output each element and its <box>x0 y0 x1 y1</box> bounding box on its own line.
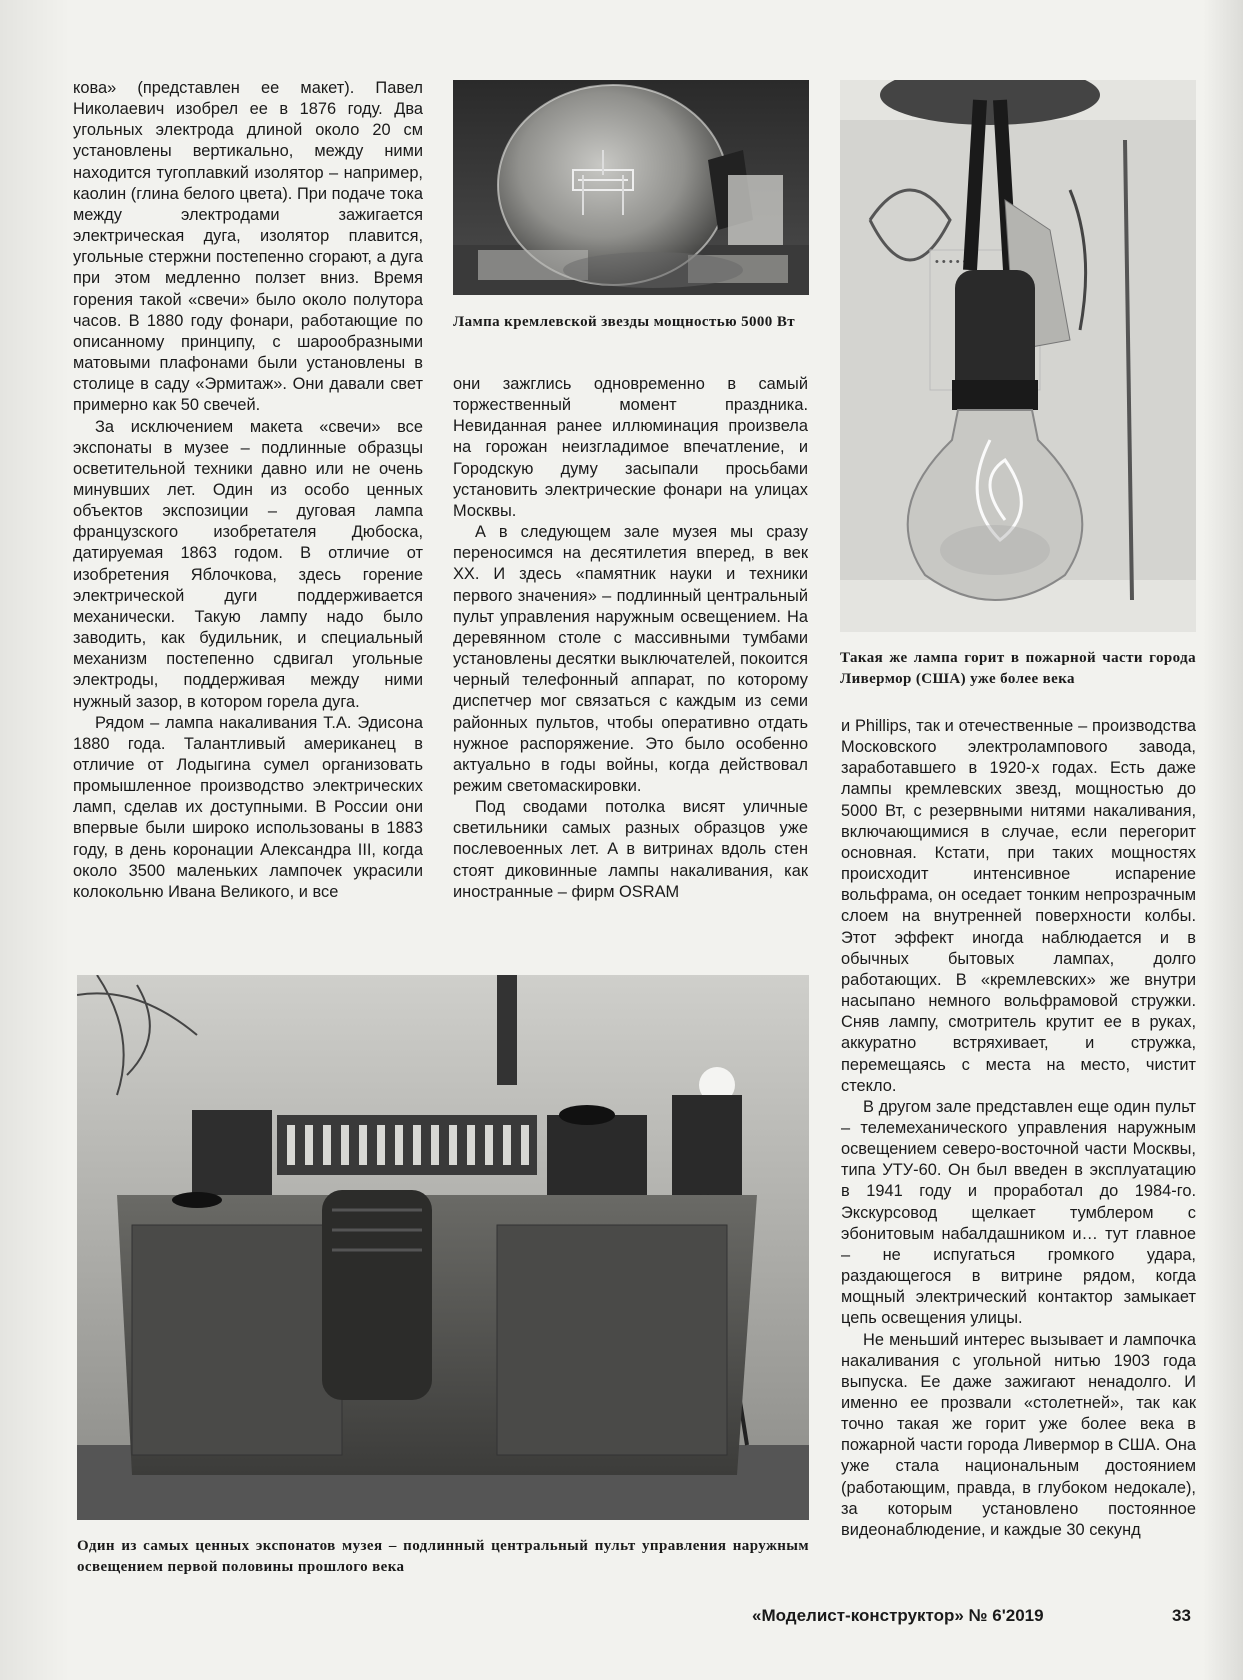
paragraph: Не меньший интерес вызывает и лампочка накаливания с угольной нитью 1903 года выпуска. Ее даже зажигают ненадолго. И именно ее прозвали «столетней», так как точно такая же горит уже более века в пожарной части города Ливермор в США. Она уже стала национальным достоянием (работающим, правда, в глубоком недокале), за которым установлено постоянное видеонаблюдение, и каждые 30 секунд <box>841 1330 1196 1539</box>
photo-control-panel <box>77 975 809 1520</box>
magazine-issue: «Моделист-конструктор» № 6'2019 <box>752 1606 1044 1625</box>
kremlin-lamp-illustration <box>453 80 809 295</box>
text-column-3 <box>841 716 1196 1541</box>
paragraph: они зажглись одновременно в самый торжественный момент праздника. Невиданная ранее иллюминация произвела на горожан неизгладимое впечатление, и Городскую думу засыпали просьбами установить электрические фонари на улицах Москвы. <box>453 375 808 520</box>
paragraph: В другом зале представлен еще один пульт – телемеханического управления наружным освещением северо-восточной части Москвы, типа УТУ-60. Он был введен в эксплуатацию в 1941 году и проработал до 1984-го. Экскурсовод щелкает тумблером с эбонитовым набалдашником и… тут главное – не испугаться громкого удара, раздающегося в витрине рядом, когда мощный электрический контактор замыкает цепь освещения улицы. <box>841 1097 1196 1328</box>
caption-kremlin-lamp: Лампа кремлевской звезды мощностью 5000 Вт <box>453 314 796 330</box>
control-panel-illustration <box>77 975 809 1520</box>
background-poster-text: • • • • • <box>935 256 967 268</box>
text-column-2 <box>453 374 808 903</box>
paragraph: Под сводами потолка висят уличные светильники самых разных образцов уже послевоенных лет. А в витринах вдоль стен стоят диковинные лампы накаливания, как иностранные – фирм OSRAM <box>453 798 808 901</box>
livermore-lamp-illustration <box>840 80 1196 632</box>
page-number: 33 <box>1172 1606 1191 1625</box>
paragraph: А в следующем зале музея мы сразу переносимся на десятилетия вперед, в век XX. И здесь «памятник науки и техники первого значения» – подлинный центральный пульт управления наружным освещением. На деревянном столе с массивными тумбами установлены десятки выключателей, покоится черный телефонный аппарат, по которому диспетчер мог связаться с каждым из семи районных пультов, чтобы оперативно отдать нужное распоряжение. Это было особенно актуально в годы войны, когда действовал режим светомаскировки. <box>453 523 808 795</box>
scan-edge-right <box>1203 0 1243 1680</box>
scan-edge-left <box>0 0 70 1680</box>
photo-livermore-lamp <box>840 80 1196 632</box>
text-column-1 <box>73 78 423 903</box>
paragraph: За исключением макета «свечи» все экспонаты в музее – подлинные образцы осветительной техники давно или не очень минувших лет. Один из особо ценных объектов экспозиции – дуговая лампа французского изобретателя Дюбоска, датируемая 1863 годом. В отличие от изобретения Яблочкова, здесь горение электрической дуги поддерживается механически. Такую лампу надо было заводить, как будильник, и специальный механизм постепенно сдвигал угольные электроды, поддерживая между ними нужный зазор, в котором горела дуга. <box>73 417 423 711</box>
photo-kremlin-lamp <box>453 80 809 295</box>
caption-livermore-lamp: Такая же лампа горит в пожарной части города Ливермор (США) уже более века <box>840 650 1196 687</box>
paragraph: и Phillips, так и отечественные – производства Московского электролампового завода, заработавшего в 1920-х годах. Есть даже лампы кремлевских звезд, мощностью до 5000 Вт, с резервными нитями накаливания, включающимися в случае, если перегорит основная. Кстати, при таких мощностях происходит интенсивное испарение вольфрама, он оседает тонким непрозрачным слоем на внутренней поверхности колбы. Этот эффект иногда наблюдается и в обычных бытовых лампах, долго работающих. В «кремлевских» же внутри насыпано немного вольфрамовой стружки. Сняв лампу, смотритель крутит ее в руках, аккуратно встряхивает, и стружка, перемещаясь с места на место, чистит стекло. <box>841 717 1196 1095</box>
paragraph: Рядом – лампа накаливания Т.А. Эдисона 1880 года. Талантливый американец в отличие от Лодыгина сумел организовать промышленное производство электрических ламп, сделав их доступными. В России они впервые были широко использованы в 1883 году, в день коронации Александра III, когда около 3500 маленьких лампочек украсили колокольню Ивана Великого, и все <box>73 713 423 901</box>
caption-control-panel: Один из самых ценных экспонатов музея – подлинный центральный пульт управления наружным освещением первой половины прошлого века <box>77 1538 809 1575</box>
paragraph: кова» (представлен ее макет). Павел Николаевич изобрел ее в 1876 году. Два угольных электрода длиной около 20 см установлены вертикально, между ними находится тугоплавкий изолятор – например, каолин (глина белого цвета). При подаче тока между электродами зажигается электрическая дуга, изолятор плавится, угольные стержни постепенно сгорают, а дуга при этом медленно ползет вниз. Время горения такой «свечи» было около полутора часов. В 1880 году фонари, работающие по описанному принципу, с шарообразными матовыми плафонами были установлены в столице в саду «Эрмитаж». Они давали свет примерно как 50 свечей. <box>73 79 423 415</box>
